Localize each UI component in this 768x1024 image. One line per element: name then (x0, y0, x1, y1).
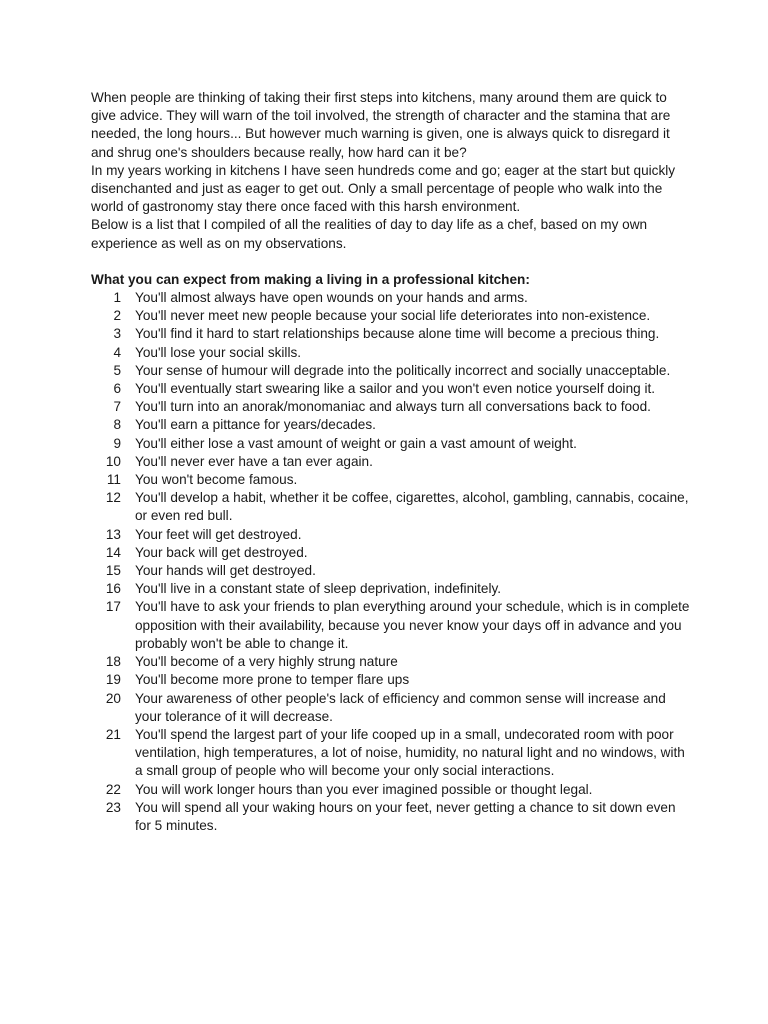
list-item-text: You'll either lose a vast amount of weight or gain a vast amount of weight. (135, 435, 577, 451)
list-item-number: 5 (113, 362, 121, 378)
list-item (91, 726, 691, 781)
list-item-number: 6 (113, 381, 121, 397)
list-item (91, 380, 691, 398)
list-item-text: You'll become more prone to temper flare ups (135, 672, 410, 688)
list-item (91, 799, 691, 835)
list-item-number: 8 (113, 417, 121, 433)
list-item (91, 416, 691, 434)
list-item-number: 7 (113, 399, 121, 415)
list-item (91, 489, 691, 525)
list-item-number: 2 (113, 308, 121, 324)
list-item-text: Your awareness of other people's lack of efficiency and common sense will increase and your tolerance of it will decrease. (135, 690, 666, 724)
list-item-text: You'll never meet new people because your social life deteriorates into non-existence. (135, 308, 651, 324)
document-page (91, 89, 691, 835)
list-item (91, 344, 691, 362)
list-item-number: 4 (113, 344, 121, 360)
list-item-text: You'll live in a constant state of sleep deprivation, indefinitely. (135, 581, 502, 597)
list-item (91, 289, 691, 307)
list-item (91, 580, 691, 598)
list-item-number: 18 (105, 654, 121, 670)
list-item (91, 671, 691, 689)
intro-paragraph-1: When people are thinking of taking their first steps into kitchens, many around them are quick to give advice. They will warn of the toil involved, the strength of character and the stamina that are needed, the long hours... But however much warning is given, one is always quick to disregard it and shrug one's shoulders because really, how hard can it be? (91, 90, 671, 160)
intro-paragraph-2: In my years working in kitchens I have seen hundreds come and go; eager at the start but quickly disenchanted and just as eager to get out. Only a small percentage of people who walk into the world of gastronomy stay there once faced with this harsh environment. (91, 162, 676, 215)
list-item-text: You'll eventually start swearing like a sailor and you won't even notice yourself doing it. (135, 381, 656, 397)
list-item (91, 307, 691, 325)
list-item (91, 690, 691, 726)
list-item-text: You'll have to ask your friends to plan everything around your schedule, which is in complete opposition with their availability, because you never know your days off in advance and you probably won't be able to change it. (135, 599, 690, 651)
list-heading: What you can expect from making a living in a professional kitchen: (91, 271, 530, 287)
realities-list (91, 289, 691, 835)
list-item-number: 3 (113, 326, 121, 342)
list-item-number: 17 (105, 599, 121, 615)
list-item-number: 21 (105, 726, 121, 742)
list-item (91, 325, 691, 343)
list-item-number: 10 (105, 453, 121, 469)
list-item-number: 11 (106, 472, 121, 488)
list-item-text: You'll almost always have open wounds on your hands and arms. (135, 290, 528, 306)
list-item (91, 526, 691, 544)
list-item-text: You will spend all your waking hours on your feet, never getting a chance to sit down even for 5 minutes. (135, 799, 676, 833)
list-item (91, 435, 691, 453)
list-item-number: 22 (105, 781, 121, 797)
list-item-text: You'll find it hard to start relationships because alone time will become a precious thing. (135, 326, 660, 342)
intro-paragraph-3: Below is a list that I compiled of all the realities of day to day life as a chef, based on my own experience as well as on my observations. (91, 217, 648, 251)
list-item-number: 16 (105, 581, 121, 597)
list-item (91, 653, 691, 671)
list-item (91, 362, 691, 380)
list-item-number: 19 (105, 672, 121, 688)
list-item-number: 20 (105, 690, 121, 706)
list-item (91, 453, 691, 471)
list-item-text: You won't become famous. (135, 472, 298, 488)
list-item-number: 15 (105, 563, 121, 579)
list-item-text: Your sense of humour will degrade into the politically incorrect and socially unacceptable. (135, 362, 671, 378)
list-item (91, 781, 691, 799)
list-item-text: You'll turn into an anorak/monomaniac and always turn all conversations back to food. (135, 399, 651, 415)
list-item-text: You will work longer hours than you ever imagined possible or thought legal. (135, 781, 593, 797)
list-item-text: You'll earn a pittance for years/decades. (135, 417, 376, 433)
list-item-text: You'll develop a habit, whether it be coffee, cigarettes, alcohol, gambling, cannabis, cocaine, or even red bull. (135, 490, 689, 524)
list-item (91, 544, 691, 562)
paragraph-spacer (91, 253, 691, 271)
list-item-number: 14 (105, 544, 121, 560)
list-item-text: You'll become of a very highly strung nature (135, 654, 398, 670)
list-item (91, 471, 691, 489)
list-item-number: 23 (105, 799, 121, 815)
list-item-number: 13 (105, 526, 121, 542)
list-item-text: Your hands will get destroyed. (135, 563, 316, 579)
list-item (91, 598, 691, 653)
list-item-text: You'll spend the largest part of your life cooped up in a small, undecorated room with poor ventilation, high temperatures, a lot of noise, humidity, no natural light and no windows, with a small group of people who will become your only social interactions. (135, 726, 685, 779)
list-item (91, 562, 691, 580)
list-item-text: You'll lose your social skills. (135, 344, 302, 360)
list-item-text: Your back will get destroyed. (135, 544, 308, 560)
list-item-text: Your feet will get destroyed. (135, 526, 302, 542)
list-item-number: 9 (113, 435, 121, 451)
list-item (91, 398, 691, 416)
list-item-number: 1 (113, 290, 121, 306)
list-item-number: 12 (105, 490, 121, 506)
list-item-text: You'll never ever have a tan ever again. (135, 453, 373, 469)
